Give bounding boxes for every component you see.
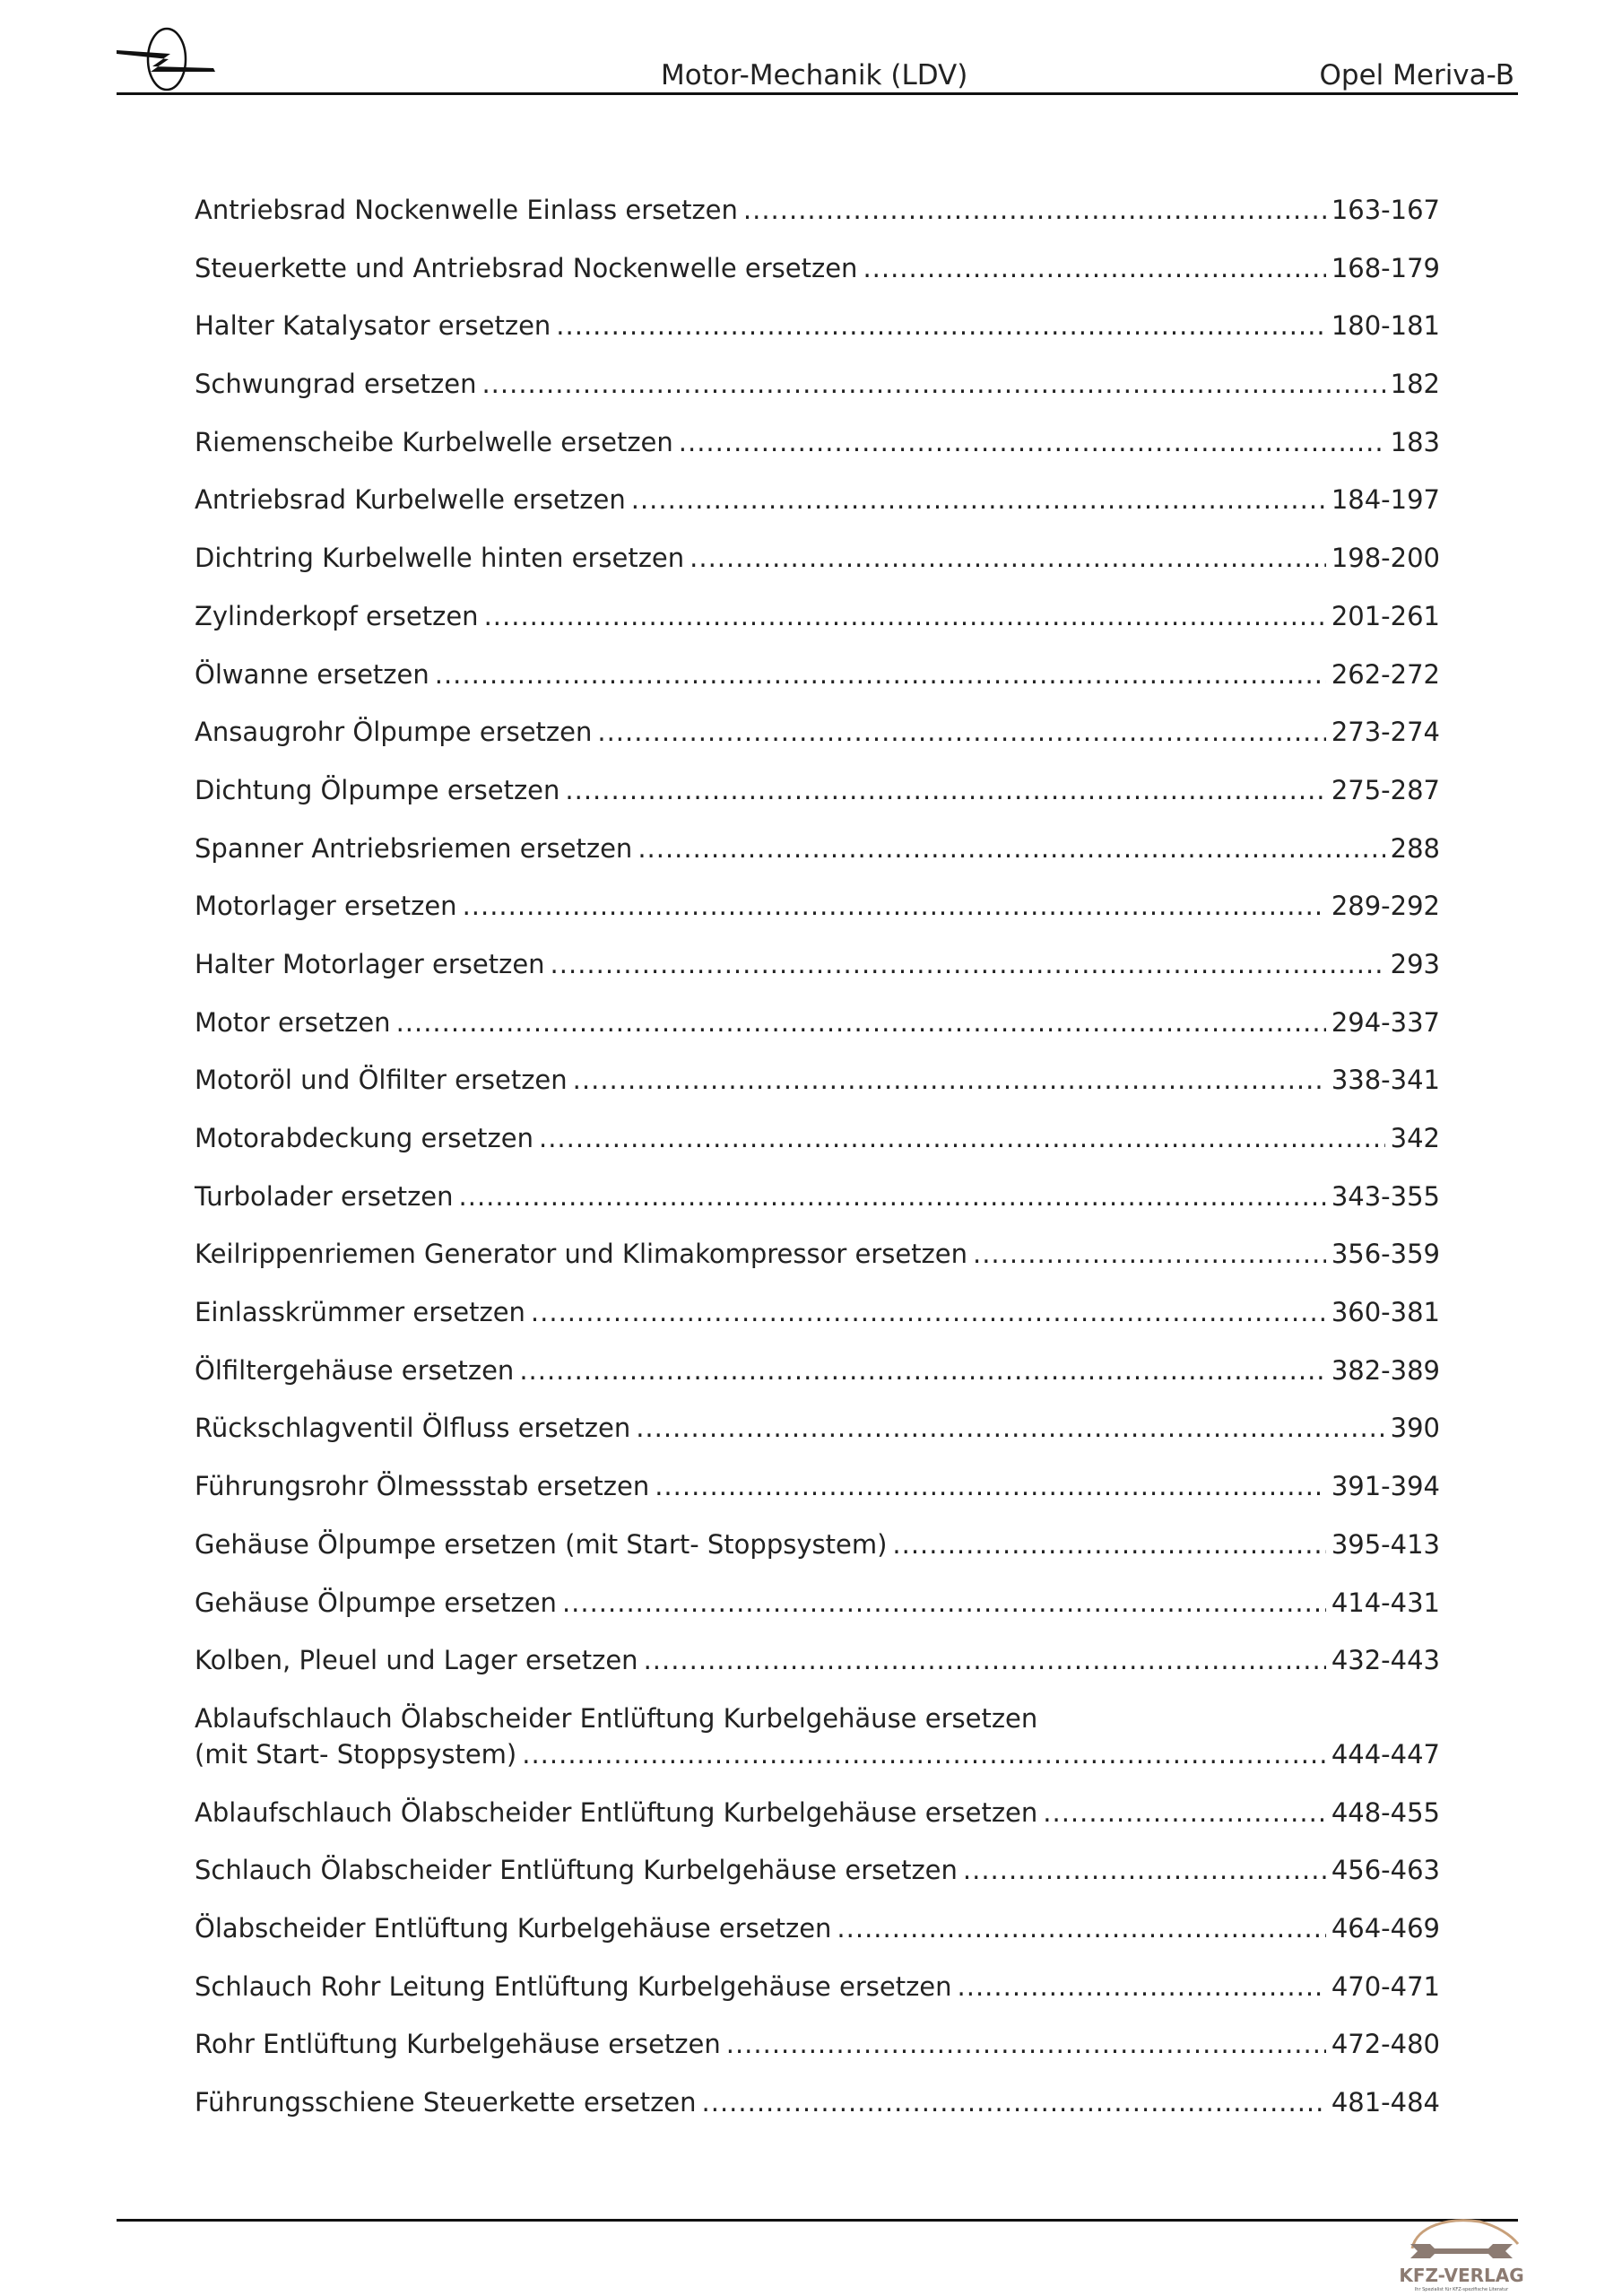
toc-entry[interactable] — [195, 598, 1440, 634]
toc-entry-title: Dichtung Ölpumpe ersetzen — [195, 774, 560, 805]
toc-entry[interactable] — [195, 482, 1440, 517]
toc-entry[interactable] — [195, 1795, 1440, 1831]
toc-entry-pages: 338-341 — [1331, 1065, 1440, 1096]
toc-entry[interactable] — [195, 888, 1440, 924]
toc-entry-pages: 390 — [1390, 1413, 1440, 1444]
toc-entry[interactable] — [195, 946, 1440, 982]
opel-logo-icon — [115, 27, 219, 91]
toc-entry-title: Ölabscheider Entlüftung Kurbelgehäuse ersetzen — [195, 1912, 832, 1944]
toc-entry[interactable] — [195, 192, 1440, 228]
dot-leader — [522, 1736, 1326, 1772]
header-title: Motor-Mechanik (LDV) — [661, 59, 968, 91]
dot-leader — [556, 308, 1326, 344]
dot-leader — [636, 1410, 1384, 1446]
toc-entry-title: Gehäuse Ölpumpe ersetzen — [195, 1587, 557, 1618]
dot-leader — [539, 1120, 1385, 1156]
dot-leader — [573, 1062, 1326, 1098]
toc-entry-title: Zylinderkopf ersetzen — [195, 600, 479, 631]
toc-entry-pages: 293 — [1390, 948, 1440, 979]
dot-leader — [631, 482, 1326, 517]
dot-leader — [644, 1642, 1326, 1678]
toc-entry[interactable] — [195, 250, 1440, 286]
dot-leader — [963, 1852, 1326, 1888]
dot-leader — [958, 1969, 1326, 2005]
toc-entry-title: Kolben, Pleuel und Lager ersetzen — [195, 1645, 638, 1676]
toc-entry[interactable] — [195, 1852, 1440, 1888]
svg-text:Ihr Spezialist für KFZ-spezifi: Ihr Spezialist für KFZ-spezifische Literatur — [1414, 2287, 1509, 2292]
toc-entry[interactable] — [195, 424, 1440, 460]
svg-text:KFZ-VERLAG: KFZ-VERLAG — [1399, 2265, 1524, 2286]
toc-entry-title: Ansaugrohr Ölpumpe ersetzen — [195, 717, 593, 748]
toc-entry-title: Rückschlagventil Ölfluss ersetzen — [195, 1413, 631, 1444]
toc-entry-pages: 456-463 — [1331, 1855, 1440, 1886]
header-model: Opel Meriva-B — [1319, 59, 1514, 91]
toc-entry-pages: 183 — [1390, 426, 1440, 457]
toc-entry-title: Ölwanne ersetzen — [195, 658, 429, 690]
toc-entry[interactable] — [195, 1062, 1440, 1098]
dot-leader — [459, 1178, 1326, 1214]
toc-entry-pages: 391-394 — [1331, 1471, 1440, 1502]
toc-entry[interactable] — [195, 1585, 1440, 1621]
toc-entry-pages: 273-274 — [1331, 717, 1440, 748]
toc-entry-pages: 294-337 — [1331, 1006, 1440, 1038]
toc-entry-pages: 184-197 — [1331, 484, 1440, 516]
toc-entry-pages: 382-389 — [1331, 1354, 1440, 1386]
toc-entry[interactable] — [195, 366, 1440, 402]
kfz-verlag-logo-icon — [1394, 2208, 1529, 2293]
toc-entry[interactable] — [195, 2084, 1440, 2120]
dot-leader — [863, 250, 1325, 286]
toc-entry-pages: 198-200 — [1331, 543, 1440, 574]
header-divider — [117, 92, 1518, 95]
toc-entry[interactable] — [195, 1120, 1440, 1156]
toc-entry[interactable] — [195, 1294, 1440, 1330]
toc-entry-title: Dichtring Kurbelwelle hinten ersetzen — [195, 543, 685, 574]
toc-entry-title: Antriebsrad Kurbelwelle ersetzen — [195, 484, 626, 516]
dot-leader — [463, 888, 1326, 924]
toc-entry-title: Motorabdeckung ersetzen — [195, 1123, 533, 1153]
toc-entry-pages: 432-443 — [1331, 1645, 1440, 1676]
toc-entry[interactable] — [195, 1642, 1440, 1678]
toc-entry-pages: 262-272 — [1331, 658, 1440, 690]
toc-entry-pages: 201-261 — [1331, 600, 1440, 631]
toc-entry-title: Turbolader ersetzen — [195, 1180, 454, 1212]
toc-entry-title: Rohr Entlüftung Kurbelgehäuse ersetzen — [195, 2029, 721, 2060]
toc-entry-title-line2: (mit Start- Stoppsystem) — [195, 1738, 517, 1770]
table-of-contents — [195, 192, 1440, 2143]
toc-entry-pages: 288 — [1390, 832, 1440, 864]
toc-entry-pages: 448-455 — [1331, 1796, 1440, 1828]
toc-entry-title: Halter Katalysator ersetzen — [195, 310, 551, 342]
dot-leader — [481, 366, 1384, 402]
toc-entry-title: Halter Motorlager ersetzen — [195, 948, 545, 979]
toc-entry-title: Schlauch Ölabscheider Entlüftung Kurbelgehäuse ersetzen — [195, 1855, 958, 1886]
dot-leader — [565, 772, 1325, 808]
toc-entry[interactable] — [195, 308, 1440, 344]
dot-leader — [1043, 1795, 1326, 1831]
toc-entry[interactable] — [195, 1468, 1440, 1504]
dot-leader — [597, 714, 1325, 750]
toc-entry-pages: 343-355 — [1331, 1180, 1440, 1212]
dot-leader — [435, 657, 1326, 692]
toc-entry-title: Führungsrohr Ölmessstab ersetzen — [195, 1471, 650, 1502]
dot-leader — [726, 2026, 1326, 2062]
toc-entry-title: Antriebsrad Nockenwelle Einlass ersetzen — [195, 195, 738, 225]
toc-entry-pages: 275-287 — [1331, 774, 1440, 805]
toc-entry-title: Einlasskrümmer ersetzen — [195, 1297, 525, 1328]
dot-leader — [396, 1004, 1326, 1040]
toc-entry-title: Motoröl und Ölfilter ersetzen — [195, 1065, 568, 1096]
dot-leader — [679, 424, 1385, 460]
toc-entry-title: Führungsschiene Steuerkette ersetzen — [195, 2087, 697, 2118]
toc-entry[interactable] — [195, 1178, 1440, 1214]
toc-entry[interactable] — [195, 772, 1440, 808]
toc-entry-pages: 464-469 — [1331, 1912, 1440, 1944]
dot-leader — [892, 1526, 1325, 1562]
toc-entry-title: Keilrippenriemen Generator und Klimakompressor ersetzen — [195, 1239, 967, 1270]
toc-entry[interactable] — [195, 2026, 1440, 2062]
toc-entry-pages: 180-181 — [1331, 310, 1440, 342]
dot-leader — [519, 1352, 1326, 1388]
toc-entry-pages: 163-167 — [1331, 195, 1440, 225]
dot-leader — [638, 831, 1384, 866]
toc-entry[interactable] — [195, 1910, 1440, 1946]
toc-entry[interactable] — [195, 1410, 1440, 1446]
dot-leader — [743, 192, 1326, 228]
toc-entry-pages: 342 — [1390, 1123, 1440, 1153]
toc-entry-pages: 289-292 — [1331, 891, 1440, 922]
toc-entry-title: Schwungrad ersetzen — [195, 369, 477, 400]
toc-entry-title: Gehäuse Ölpumpe ersetzen (mit Start- Stoppsystem) — [195, 1528, 888, 1560]
toc-entry-title: Ablaufschlauch Ölabscheider Entlüftung Kurbelgehäuse ersetzen — [195, 1702, 1038, 1734]
toc-entry-pages: 414-431 — [1331, 1587, 1440, 1618]
toc-entry-pages: 444-447 — [1331, 1738, 1440, 1770]
toc-entry[interactable] — [195, 1526, 1440, 1562]
toc-entry[interactable] — [195, 714, 1440, 750]
dot-leader — [562, 1585, 1326, 1621]
footer-divider — [117, 2219, 1518, 2222]
toc-entry-title: Steuerkette und Antriebsrad Nockenwelle ersetzen — [195, 252, 858, 283]
toc-entry-pages: 182 — [1390, 369, 1440, 400]
toc-entry[interactable] — [195, 1969, 1440, 2005]
dot-leader — [837, 1910, 1325, 1946]
toc-entry[interactable] — [195, 540, 1440, 576]
toc-entry-title: Motorlager ersetzen — [195, 891, 457, 922]
dot-leader — [690, 540, 1326, 576]
toc-entry-pages: 481-484 — [1331, 2087, 1440, 2118]
toc-entry-title: Spanner Antriebsriemen ersetzen — [195, 832, 633, 864]
toc-entry[interactable] — [195, 1352, 1440, 1388]
toc-entry-pages: 472-480 — [1331, 2029, 1440, 2060]
toc-entry-title: Schlauch Rohr Leitung Entlüftung Kurbelgehäuse ersetzen — [195, 1970, 952, 2002]
toc-entry-pages: 360-381 — [1331, 1297, 1440, 1328]
dot-leader — [551, 946, 1385, 982]
toc-entry-pages: 395-413 — [1331, 1528, 1440, 1560]
toc-entry-title: Motor ersetzen — [195, 1006, 391, 1038]
toc-entry[interactable] — [195, 1700, 1440, 1772]
dot-leader — [702, 2084, 1326, 2120]
toc-entry-pages: 470-471 — [1331, 1970, 1440, 2002]
toc-entry-pages: 168-179 — [1331, 252, 1440, 283]
toc-entry-title: Ölfiltergehäuse ersetzen — [195, 1354, 515, 1386]
toc-entry[interactable] — [195, 831, 1440, 866]
toc-entry-title: Riemenscheibe Kurbelwelle ersetzen — [195, 426, 673, 457]
dot-leader — [484, 598, 1326, 634]
dot-leader — [655, 1468, 1326, 1504]
toc-entry-pages: 356-359 — [1331, 1239, 1440, 1270]
toc-entry[interactable] — [195, 1004, 1440, 1040]
toc-entry[interactable] — [195, 657, 1440, 692]
dot-leader — [531, 1294, 1326, 1330]
toc-entry-title: Ablaufschlauch Ölabscheider Entlüftung Kurbelgehäuse ersetzen — [195, 1796, 1038, 1828]
toc-entry[interactable] — [195, 1236, 1440, 1272]
dot-leader — [973, 1236, 1326, 1272]
